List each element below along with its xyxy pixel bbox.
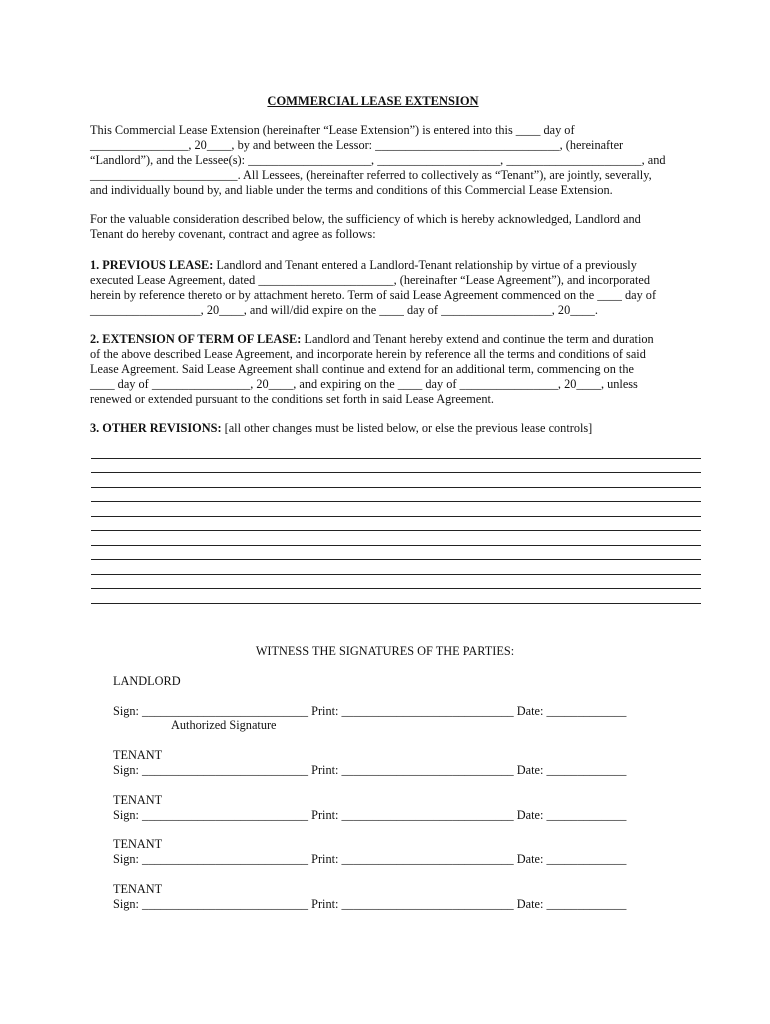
intro-paragraph [90,123,690,198]
witness-heading: WITNESS THE SIGNATURES OF THE PARTIES: [255,644,515,658]
tenant-label: TENANT [113,748,163,762]
revision-line[interactable] [91,473,701,488]
section-line: ____ day of ________________, 20____, and expiring on the ____ day of ________________, 20____, unless [90,377,638,391]
consideration-paragraph [90,212,690,242]
section-line: __________________, 20____, and will/did expire on the ____ day of __________________, 20____. [90,303,598,317]
section-heading: 1. PREVIOUS LEASE: [90,258,214,272]
consideration-line: Tenant do hereby covenant, contract and agree as follows: [90,227,376,241]
section-extension-of-term [90,332,690,407]
tenant-sign-line[interactable]: Sign: ___________________________ Print: ____________________________ Date: _____________ [113,897,627,911]
tenant-label: TENANT [113,837,163,851]
section-heading: 2. EXTENSION OF TERM OF LEASE: [90,332,302,346]
section-other-revisions-line [90,421,690,436]
revision-line[interactable] [91,546,701,561]
section-previous-lease-first-line [90,258,690,273]
section-line: herein by reference thereto or by attachment hereto. Term of said Lease Agreement commenced on the ____ day of [90,288,657,302]
intro-line: “Landlord”), and the Lessee(s): ____________________, ____________________, ______________________, and [90,153,666,167]
tenant-sign-line[interactable]: Sign: ___________________________ Print: ____________________________ Date: _____________ [113,808,627,822]
revision-line[interactable] [91,531,701,546]
revision-line[interactable] [91,444,701,459]
tenant-sign-line[interactable]: Sign: ___________________________ Print: ____________________________ Date: _____________ [113,852,627,866]
section-line: of the above described Lease Agreement, and incorporate herein by reference all the terms and conditions of said [90,347,646,361]
consideration-line: For the valuable consideration described below, the sufficiency of which is hereby acknowledged, Landlord and [90,212,641,226]
landlord-sign-line[interactable]: Sign: ___________________________ Print: ____________________________ Date: _____________ [113,704,627,718]
intro-line: This Commercial Lease Extension (hereinafter “Lease Extension”) is entered into this ____ day of [90,123,575,137]
intro-line: and individually bound by, and liable under the terms and conditions of this Commercial Lease Extension. [90,183,613,197]
document-title: COMMERCIAL LEASE EXTENSION [267,94,479,108]
tenant-sign-line[interactable]: Sign: ___________________________ Print: ____________________________ Date: _____________ [113,763,627,777]
section-previous-lease [90,258,690,318]
intro-line: ________________________. All Lessees, (hereinafter referred to collectively as “Tenant”), are jointly, severally, [90,168,652,182]
revision-line[interactable] [91,575,701,590]
revision-line[interactable] [91,517,701,532]
section-text: [all other changes must be listed below, or else the previous lease controls] [221,421,593,435]
revision-line[interactable] [91,459,701,474]
section-text: Landlord and Tenant hereby extend and continue the term and duration [301,332,654,346]
section-extension-first-line [90,332,690,347]
revision-line[interactable] [91,488,701,503]
section-line: renewed or extended pursuant to the conditions set forth in said Lease Agreement. [90,392,494,406]
section-other-revisions [90,421,690,436]
section-line: executed Lease Agreement, dated ______________________, (hereinafter “Lease Agreement”), and incorporated [90,273,650,287]
tenant-label: TENANT [113,882,163,896]
authorized-signature-label: Authorized Signature [171,718,277,732]
tenant-label: TENANT [113,793,163,807]
landlord-label: LANDLORD [113,674,181,688]
revision-line[interactable] [91,502,701,517]
section-line: Lease Agreement. Said Lease Agreement shall continue and extend for an additional term, commencing on the [90,362,634,376]
intro-line: ________________, 20____, by and between the Lessor: ______________________________, (hereinafter [90,138,624,152]
section-text: Landlord and Tenant entered a Landlord-Tenant relationship by virtue of a previously [213,258,637,272]
revision-line[interactable] [91,589,701,604]
revision-line[interactable] [91,560,701,575]
section-heading: 3. OTHER REVISIONS: [90,421,222,435]
revisions-lines[interactable] [91,444,701,604]
